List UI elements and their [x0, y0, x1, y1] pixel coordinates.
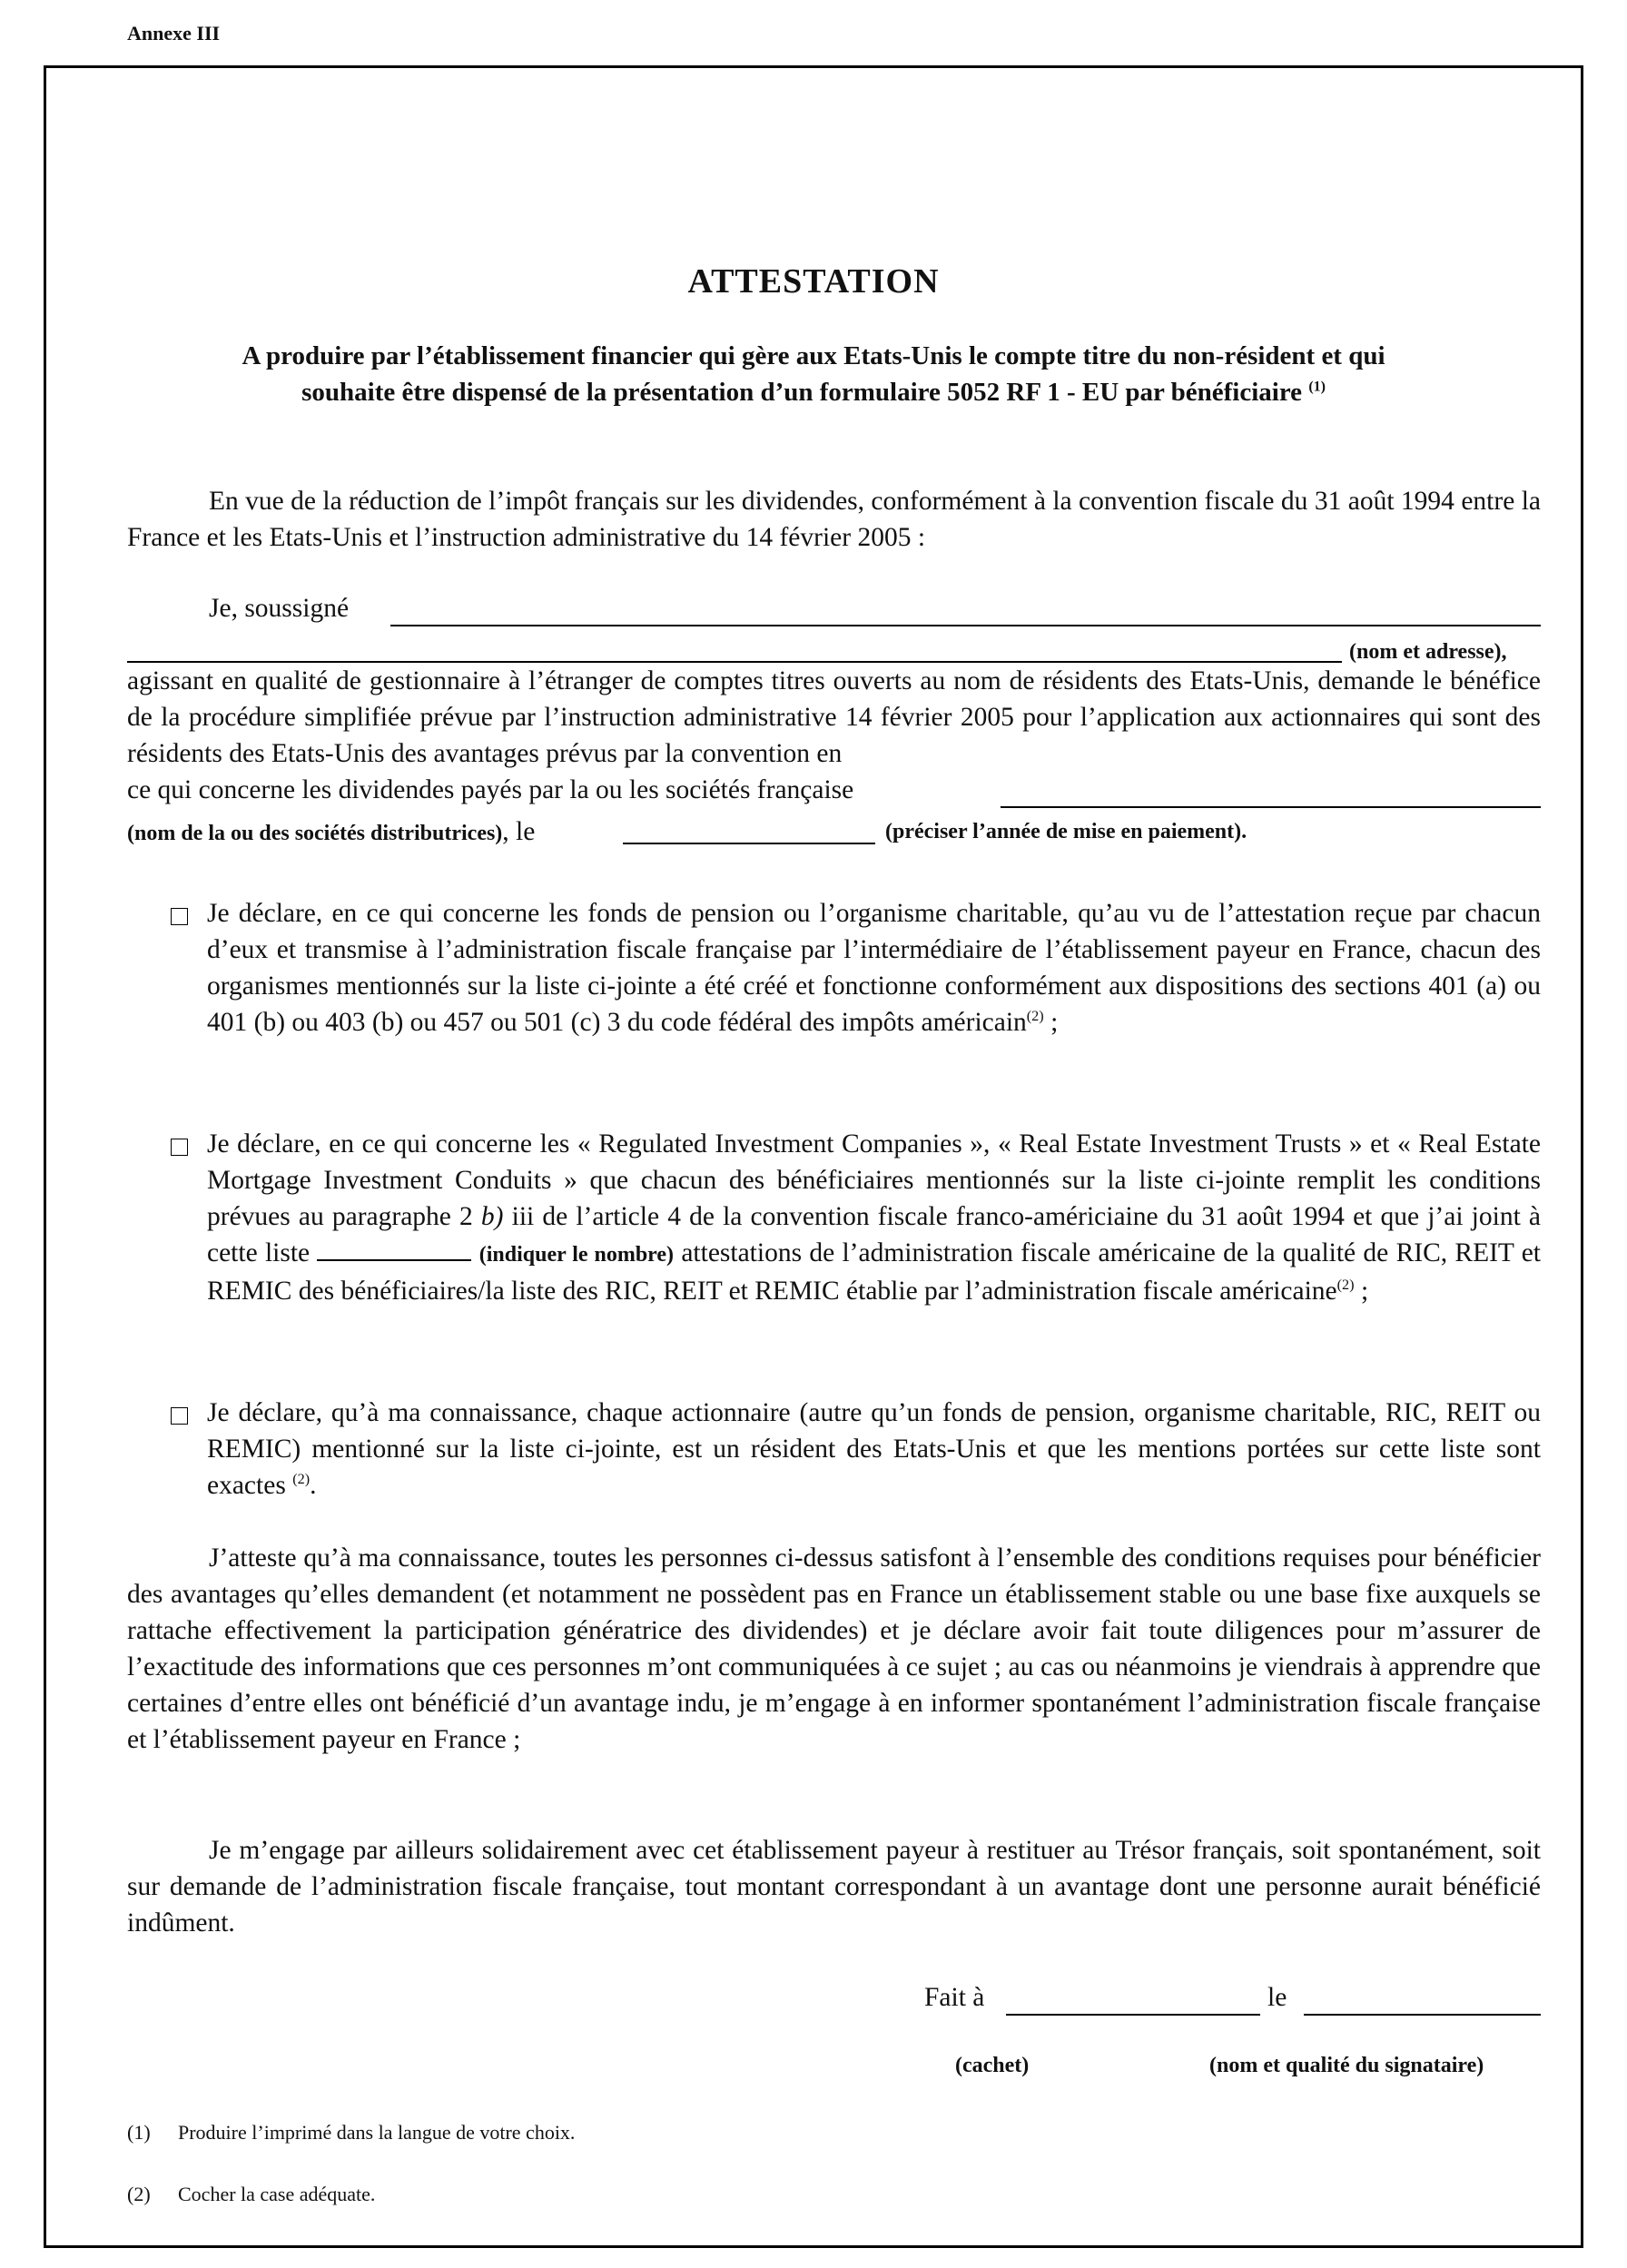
annee-label: (préciser l’année de mise en paiement).: [885, 820, 1247, 843]
societes-line-text: ce qui concerne les dividendes payés par la ou les sociétés française: [127, 775, 854, 804]
societes-label: (nom de la ou des sociétés distributrices): [127, 822, 503, 845]
page-subtitle: [109, 338, 1518, 410]
footnote-ref-2c: (2): [292, 1471, 311, 1488]
signataire-label: (nom et qualité du signataire): [1209, 2054, 1484, 2077]
intro-paragraph: En vue de la réduction de l’impôt français sur les dividendes, conformément à la convention fiscale du 31 août 1994 entre la France et les Etats-Unis et l’instruction administrative du 14 février 2005 :: [127, 487, 1541, 552]
engage-paragraph: Je m’engage par ailleurs solidairement avec cet établissement payeur à restituer au Trésor français, soit spontanément, soit sur demande de l’administration fiscale française, tout montant correspondant à un avantage dont une personne aurait bénéficié indûment.: [127, 1836, 1541, 1938]
signature-le-label: le: [1267, 1983, 1287, 2012]
footnote-1: (1) Produire l’imprimé dans la langue de votre choix.: [127, 2121, 576, 2144]
declaration-2-text: Je déclare, en ce qui concerne les « Regulated Investment Companies », « Real Estate Investment Trusts » et « Real Estate Mortgage Investment Conduits » que chacun des bénéficiaires mentionnés sur la liste ci-jointe remplit les conditions prévues au paragraphe 2 b) iii de l’article 4 de la convention fiscale franco-américiaine du 31 août 1994 et que j’ai joint à cette liste (indiquer le nombre) attestations de l’administration fiscale américaine de la qualité de RIC, REIT et REMIC des bénéficiaires/la liste des RIC, REIT et REMIC établie par l’administration fiscale américaine$^{(2)}$ ;: [207, 1129, 1542, 1306]
annexe-label: Annexe III: [127, 22, 221, 44]
page-title: ATTESTATION: [687, 262, 940, 301]
soussigne-name-field[interactable]: [390, 625, 1541, 626]
footnote-ref-2b: (2): [1336, 1277, 1355, 1294]
le-label: , le: [502, 817, 536, 846]
nombre-label: (indiquer le nombre): [478, 1243, 675, 1267]
societes-field[interactable]: [1001, 806, 1541, 808]
soussigne-label: Je, soussigné: [209, 594, 350, 623]
declaration-1-text: Je déclare, en ce qui concerne les fonds de pension ou l’organisme charitable, qu’au vu de l’attestation reçue par chacun d’eux et transmise à l’administration fiscale française par l’intermédiaire de l’établissement payeur en France, chacun des organismes mentionnés sur la liste ci-jointe a été créé et fonctionne conformément aux dispositions des sections 401 (a) ou 401 (b) ou 403 (b) ou 457 ou 501 (c) 3 du code fédéral des impôts américain$^{(2)}$ ;: [207, 899, 1541, 1037]
fait-a-label: Fait à: [924, 1983, 985, 2012]
atteste-paragraph: J’atteste qu’à ma connaissance, toutes les personnes ci-dessus satisfont à l’ensemble des conditions requises pour bénéficier des avantages qu’elles demandent (et notamment ne possèdent pas en France un établissement stable ou une base fixe auxquels se rattache effectivement la participation génératrice des dividendes) et je déclare avoir fait toute diligences pour m’assurer de l’exactitude des informations que ces personnes m’ont communiquées à ce sujet ; au cas ou néanmoins je viendrais à apprendre que certaines d’entre elles ont bénéficié d’un avantage indu, je m’engage à en informer spontanément l’administration fiscale française et l’établissement payeur en France ;: [127, 1543, 1541, 1754]
nombre-field[interactable]: [317, 1239, 471, 1261]
date-field[interactable]: [1304, 2014, 1541, 2016]
declaration-3-checkbox[interactable]: [171, 1407, 188, 1425]
declaration-1-checkbox[interactable]: [171, 908, 188, 925]
fait-a-field[interactable]: [1006, 2014, 1260, 2016]
footnote-ref-2a: (2): [1026, 1008, 1044, 1025]
declaration-3-text: Je déclare, qu’à ma connaissance, chaque actionnaire (autre qu’un fonds de pension, organisme charitable, RIC, REIT ou REMIC) mentionné sur la liste ci-jointe, est un résident des Etats-Unis et que les mentions portées sur cette liste sont exactes $^{(2)}$.: [207, 1398, 1541, 1500]
nom-adresse-label: (nom et adresse),: [1349, 640, 1507, 664]
declaration-2-checkbox[interactable]: [171, 1139, 188, 1156]
subtitle-line-1: A produire par l’établissement financier qui gère aux Etats-Unis le compte titre du non-résident et qui: [242, 341, 1385, 370]
annee-field[interactable]: [623, 843, 875, 844]
subtitle-line-2: souhaite être dispensé de la présentation d’un formulaire 5052 RF 1 - EU par bénéficiaire: [301, 378, 1303, 407]
soussigne-body: agissant en qualité de gestionnaire à l’étranger de comptes titres ouverts au nom de résidents des Etats-Unis, demande le bénéfice de la procédure simplifiée prévue par l’instruction administrative 14 février 2005 pour l’application aux actionnaires qui sont des résidents des Etats-Unis des avantages prévus par la convention en: [127, 666, 1541, 768]
cachet-label: (cachet): [955, 2054, 1030, 2077]
footnote-ref-1: (1): [1308, 379, 1326, 395]
footnote-2: (2) Cocher la case adéquate.: [127, 2183, 376, 2205]
